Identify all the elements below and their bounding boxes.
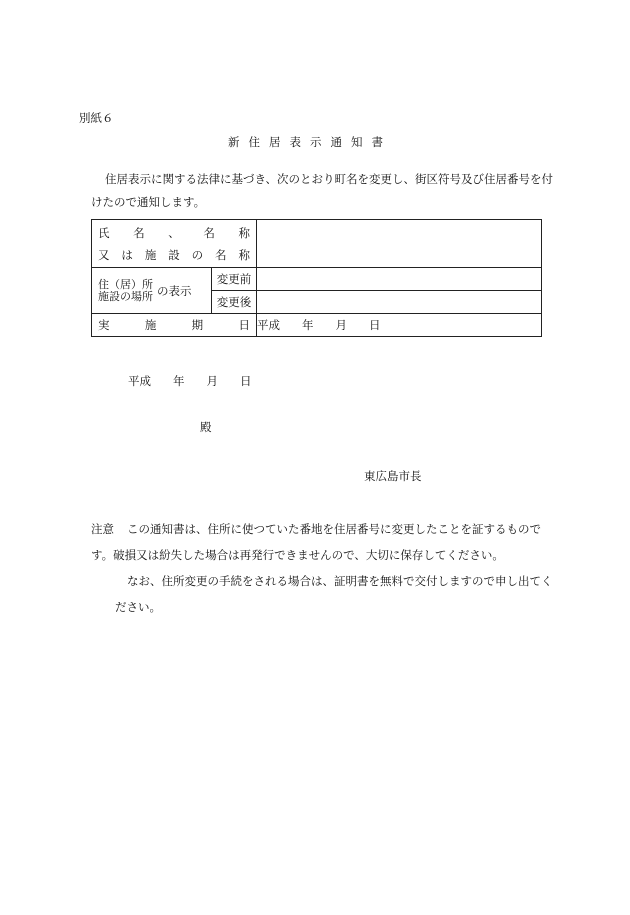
- notice-table: [91, 219, 542, 337]
- address-label-line1: 住（居）所: [98, 277, 153, 291]
- note-paragraph-1: [91, 516, 561, 568]
- note-label: 注意: [91, 522, 114, 536]
- form-number-label: 別紙６: [79, 111, 114, 125]
- after-value-cell[interactable]: [257, 291, 542, 314]
- name-label-row1: 氏 名 、 名 称: [98, 225, 250, 240]
- document-title: 新住居表示通知書: [228, 135, 392, 149]
- before-value-cell[interactable]: [257, 268, 542, 291]
- name-value-cell[interactable]: [257, 220, 542, 268]
- addressee-suffix: 殿: [200, 420, 212, 434]
- address-label-line2: 施設の場所: [98, 289, 153, 303]
- after-label: 変更後: [212, 291, 257, 314]
- date-value-cell[interactable]: 平成 年 月 日: [257, 314, 542, 337]
- note-paragraph-2: なお、住所変更の手続をされる場合は、証明書を無料で交付しますので申し出てください。: [115, 574, 553, 614]
- date-label-cell: 実 施 期 日: [92, 314, 257, 337]
- intro-paragraph: 住居表示に関する法律に基づき、次のとおり町名を変更し、街区符号及び住居番号を付けたので通知します。: [91, 172, 554, 209]
- issue-date: 平成 年 月 日: [128, 374, 252, 388]
- name-label-cell: [92, 220, 257, 268]
- name-label-row2: 又 は 施 設 の 名 称: [98, 247, 250, 262]
- note-text-1: この通知書は、住所に使つていた番地を住居番号に変更したことを証するものです。破損又は紛失した場合は再発行できませんので、大切に保存してください。: [91, 522, 541, 562]
- address-label-suffix: の表示: [157, 283, 192, 298]
- before-label: 変更前: [212, 268, 257, 291]
- address-label-cell: [92, 268, 212, 314]
- issuer-name: 東広島市長: [364, 469, 422, 483]
